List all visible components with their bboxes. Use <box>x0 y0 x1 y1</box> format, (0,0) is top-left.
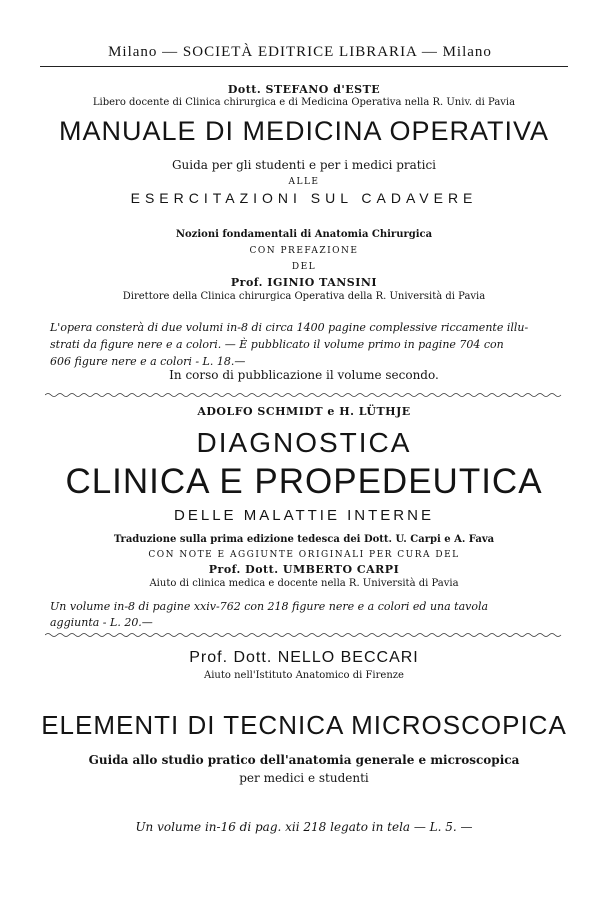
book-title-line1: DIAGNOSTICA <box>196 427 412 458</box>
book-subtitle-line1: Guida allo studio pratico dell'anatomia generale e microscopica <box>88 753 520 767</box>
book-author: Dott. STEFANO d'ESTE <box>227 83 381 96</box>
preface-author: Prof. IGINIO TANSINI <box>230 276 378 289</box>
publication-status: In corso di pubblicazione il volume secondo. <box>169 368 439 382</box>
editor-affiliation: Aiuto di clinica medica e docente nella R. Università di Pavia <box>149 578 459 589</box>
description-line: 606 figure nere e a colori - L. 18.— <box>50 355 246 368</box>
book-title: ELEMENTI DI TECNICA MICROSCOPICA <box>41 710 567 740</box>
book-title-line2: CLINICA E PROPEDEUTICA <box>65 462 543 501</box>
book-nozioni: Nozioni fondamentali di Anatomia Chirurgica <box>175 229 433 240</box>
notes-note: CON NOTE E AGGIUNTE ORIGINALI PER CURA DEL <box>148 550 460 560</box>
wavy-divider <box>45 632 563 638</box>
author-affiliation: Libero docente di Clinica chirurgica e di Medicina Operativa nella R. Univ. di Pavia <box>92 97 516 108</box>
book-description <box>50 319 550 370</box>
book-author: Prof. Dott. NELLO BECCARI <box>189 649 419 666</box>
description-line: strati da figure nere e a colori. — È pubblicato il volume primo in pagine 704 con <box>50 338 504 351</box>
con-prefazione: CON PREFAZIONE <box>249 246 359 256</box>
description-line: Un volume in-8 di pagine xxiv-762 con 218 figure nere e a colori ed una tavola <box>50 600 489 613</box>
header-rule <box>40 66 568 67</box>
book-subtitle: DELLE MALATTIE INTERNE <box>174 507 434 524</box>
wavy-divider <box>45 392 563 398</box>
description-line: L'opera consterà di due volumi in-8 di circa 1400 pagine complessive riccamente illu- <box>50 321 529 334</box>
book-description <box>50 599 550 631</box>
description-line: aggiunta - L. 20.— <box>50 616 153 629</box>
book-subtitle: Guida per gli studenti e per i medici pratici <box>171 158 437 172</box>
publisher-header: Milano — SOCIETÀ EDITRICE LIBRARIA — Milano <box>108 44 492 60</box>
book-alle: ALLE <box>288 177 320 187</box>
book-esercitazioni: ESERCITAZIONI SUL CADAVERE <box>130 190 478 206</box>
book-authors: ADOLFO SCHMIDT e H. LÜTHJE <box>197 405 411 418</box>
book-subtitle-line2: per medici e studenti <box>239 771 369 785</box>
book-description: Un volume in-16 di pag. xii 218 legato in tela — L. 5. — <box>135 820 473 834</box>
author-affiliation: Aiuto nell'Istituto Anatomico di Firenze <box>204 670 404 681</box>
editor-name: Prof. Dott. UMBERTO CARPI <box>208 563 400 576</box>
del-label: DEL <box>291 262 317 272</box>
translation-note: Traduzione sulla prima edizione tedesca dei Dott. U. Carpi e A. Fava <box>113 534 495 545</box>
preface-affiliation: Direttore della Clinica chirurgica Operativa della R. Università di Pavia <box>122 291 486 302</box>
book-title: MANUALE DI MEDICINA OPERATIVA <box>58 116 550 146</box>
